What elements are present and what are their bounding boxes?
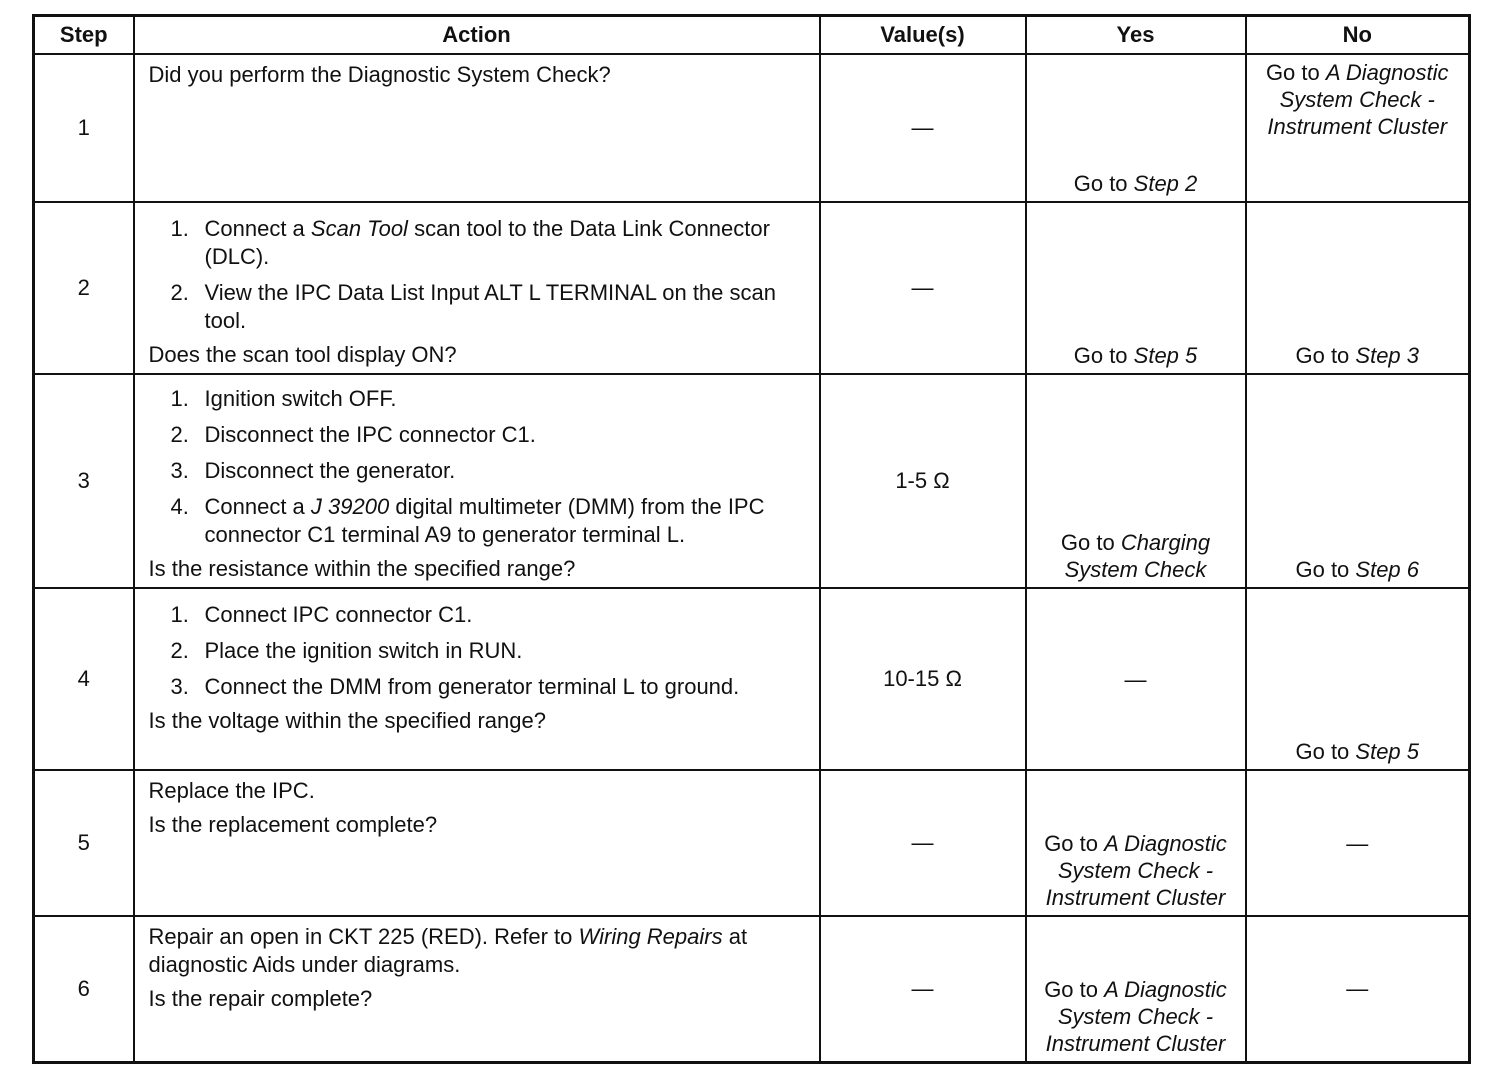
header-action: Action [134,16,820,55]
item-number: 2. [170,280,189,305]
action-cell [134,588,820,770]
list-item [149,279,809,335]
no-target: A Diagnostic System Check - Instrument Cluster [1267,60,1449,139]
no-prefix: Go to [1265,60,1326,85]
item-number: 2. [170,422,189,447]
question-text: Is the resistance within the specified range? [148,556,576,581]
step-number: 5 [34,770,134,916]
yes-cell [1026,374,1246,588]
header-step: Step [34,16,134,55]
item-text: Disconnect the generator. [204,458,456,483]
header-no: No [1246,16,1470,55]
item-number: 1. [170,386,189,411]
step-number: 1 [34,54,134,202]
item-text: Connect a [204,216,311,241]
no-target: Step 6 [1355,557,1420,582]
yes-prefix: Go to [1073,343,1134,368]
item-number: 3. [170,458,189,483]
item-text: Connect the DMM from generator terminal L to ground. [204,674,740,699]
item-number: 2. [170,638,189,663]
yes-target: Charging System Check [1064,530,1211,582]
item-text: Ignition switch OFF. [204,386,397,411]
yes-target: A Diagnostic System Check - Instrument Cluster [1045,831,1227,910]
yes-cell [1026,916,1246,1062]
header-row [34,16,1470,55]
list-item [149,385,809,413]
no-cell [1246,54,1470,202]
header-yes: Yes [1026,16,1246,55]
step-number: 4 [34,588,134,770]
question-text: Is the replacement complete? [148,812,438,837]
no-cell: — [1246,916,1470,1062]
action-text: Repair an open in CKT 225 (RED). Refer to [148,924,579,949]
action-emphasis: Wiring Repairs [578,924,723,949]
no-cell [1246,374,1470,588]
diagnostic-table [32,14,1471,1064]
list-item [149,457,809,485]
question-text: Is the repair complete? [148,986,373,1011]
item-number: 4. [170,494,189,519]
table-row [34,916,1470,1062]
no-prefix: Go to [1295,557,1356,582]
item-text: Place the ignition switch in RUN. [204,638,523,663]
item-number: 3. [170,674,189,699]
item-emphasis: J 39200 [310,494,390,519]
item-text: Connect a [204,494,311,519]
item-text: Disconnect the IPC connector C1. [204,422,536,447]
list-item [149,493,809,549]
yes-prefix: Go to [1073,171,1134,196]
yes-prefix: Go to [1044,976,1105,1002]
item-number: 1. [170,216,189,241]
item-emphasis: Scan Tool [310,216,408,241]
list-item [149,421,809,449]
yes-cell: — [1026,588,1246,770]
yes-cell [1026,54,1246,202]
list-item [149,601,809,629]
table-row [34,202,1470,374]
item-text: Connect IPC connector C1. [204,602,473,627]
action-text: at diagnostic Aids under diagrams. [148,924,748,977]
table-row [34,588,1470,770]
no-cell [1246,202,1470,374]
action-text: Did you perform the Diagnostic System Check? [148,62,611,87]
no-prefix: Go to [1295,343,1356,368]
yes-target: Step 2 [1133,171,1198,196]
value-cell: 1-5 Ω [820,374,1026,588]
item-text: digital multimeter (DMM) from the IPC connector C1 terminal A9 to generator terminal L. [204,494,765,547]
action-text: Replace the IPC. [148,778,315,803]
yes-prefix: Go to [1060,530,1121,555]
value-cell: — [820,770,1026,916]
table-row [34,374,1470,588]
list-item [149,637,809,665]
table-row [34,770,1470,916]
list-item [149,673,809,701]
table-row [34,54,1470,202]
action-cell [134,54,820,202]
yes-prefix: Go to [1044,831,1105,856]
yes-cell [1026,202,1246,374]
item-text: scan tool to the Data Link Connector (DLC). [204,216,770,269]
value-cell: — [820,202,1026,374]
step-number: 6 [34,916,134,1062]
step-number: 2 [34,202,134,374]
action-cell [134,916,820,1062]
yes-cell [1026,770,1246,916]
list-item [149,215,809,271]
action-cell [134,374,820,588]
value-cell: — [820,54,1026,202]
no-prefix: Go to [1295,739,1356,764]
no-cell [1246,588,1470,770]
yes-target: A Diagnostic System Check - Instrument Cluster [1045,976,1227,1056]
yes-target: Step 5 [1133,343,1198,368]
value-cell: — [820,916,1026,1062]
no-target: Step 3 [1355,343,1420,368]
value-cell: 10-15 Ω [820,588,1026,770]
question-text: Is the voltage within the specified range? [148,708,546,733]
action-cell [134,770,820,916]
no-cell: — [1246,770,1470,916]
no-target: Step 5 [1355,739,1420,764]
item-text: View the IPC Data List Input ALT L TERMINAL on the scan tool. [204,280,776,333]
action-cell [134,202,820,374]
question-text: Does the scan tool display ON? [148,342,457,367]
item-number: 1. [170,602,189,627]
step-number: 3 [34,374,134,588]
header-values: Value(s) [820,16,1026,55]
